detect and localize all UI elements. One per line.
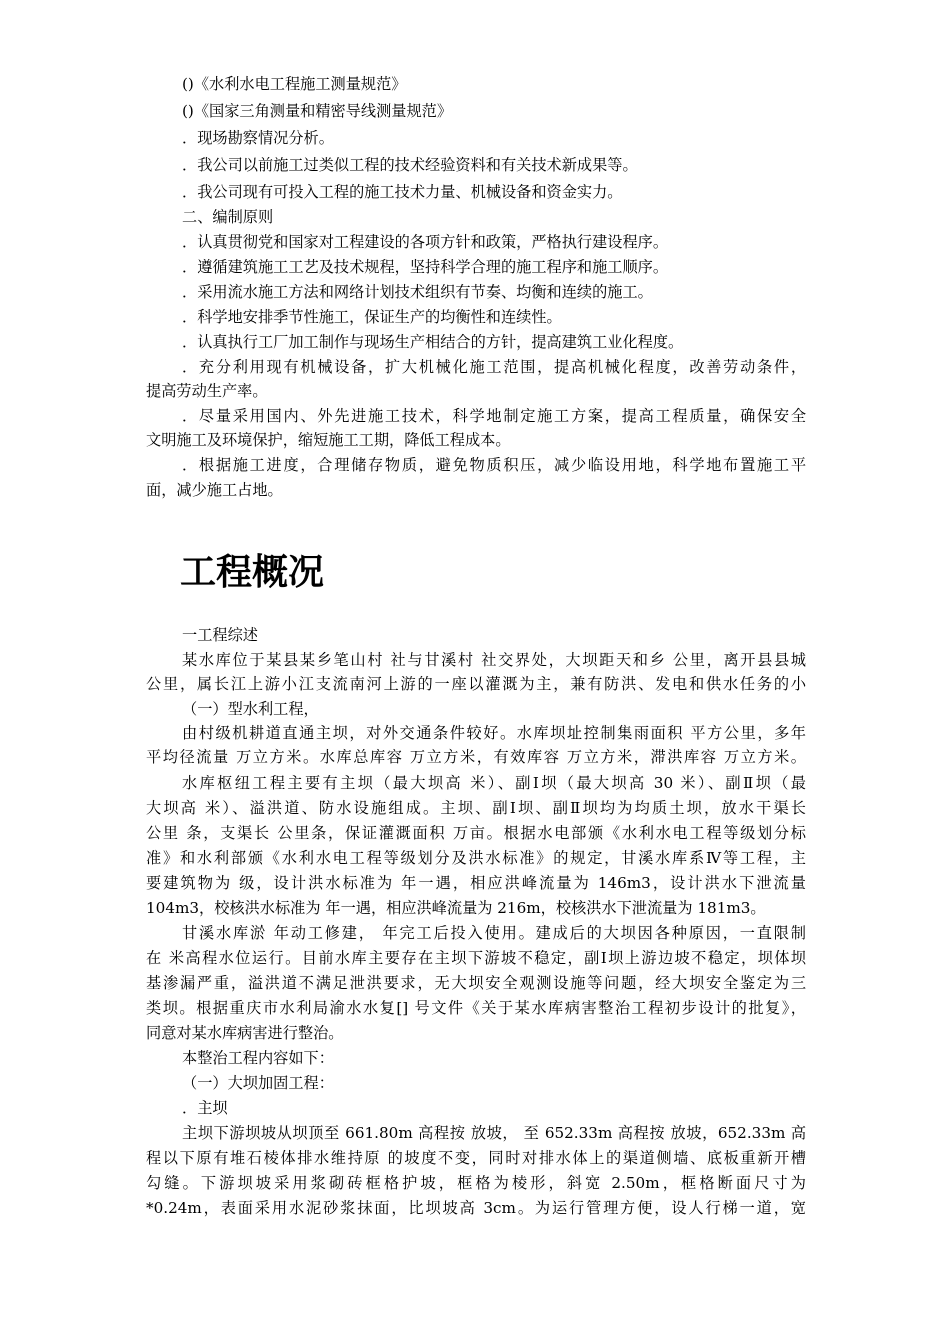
paragraph-line: 甘溪水库淤 年动工修建， 年完工后投入使用。建成后的大坝因各种原因，一直限制 xyxy=(182,924,806,942)
section-subheading: 一工程综述 xyxy=(182,626,258,644)
paragraph-line: 由村级机耕道直通主坝，对外交通条件较好。水库坝址控制集雨面积 平方公里，多年 xyxy=(182,724,806,742)
paragraph-line: ()《水利水电工程施工测量规范》 xyxy=(182,75,407,93)
paragraph-line: 在 米高程水位运行。目前水库主要存在主坝下游坡不稳定，副Ⅰ坝上游边坡不稳定，坝体坝 xyxy=(146,949,806,967)
paragraph-line: ．现场勘察情况分析。 xyxy=(182,129,334,147)
paragraph-line: *0.24m，表面采用水泥砂浆抹面，比坝坡高 3cm。为运行管理方便，设人行梯一道，宽 xyxy=(146,1199,806,1217)
paragraph-line: ．认真执行工厂加工制作与现场生产相结合的方针，提高建筑工业化程度。 xyxy=(182,333,684,351)
paragraph-line: 某水库位于某县某乡笔山村 社与甘溪村 社交界处，大坝距天和乡 公里，离开县县城 xyxy=(182,651,806,669)
paragraph-line: 要建筑物为 级，设计洪水标准为 年一遇，相应洪峰流量为 146m3，设计洪水下泄流量 xyxy=(146,874,806,892)
paragraph-line: （一）型水利工程， xyxy=(182,700,319,718)
paragraph-line: 基渗漏严重，溢洪道不满足泄洪要求，无大坝安全观测设施等问题，经大坝安全鉴定为三 xyxy=(146,974,806,992)
paragraph-line: 提高劳动生产率。 xyxy=(146,382,268,400)
page-heading: 工程概况 xyxy=(180,552,325,593)
paragraph-line: ()《国家三角测量和精密导线测量规范》 xyxy=(182,102,453,120)
paragraph-line: ．我公司以前施工过类似工程的技术经验资料和有关技术新成果等。 xyxy=(182,156,638,174)
paragraph-line: 大坝高 米）、溢洪道、防水设施组成。主坝、副Ⅰ坝、副Ⅱ坝均为均质土坝，放水干渠长 xyxy=(146,799,806,817)
paragraph-line: ．认真贯彻党和国家对工程建设的各项方针和政策，严格执行建设程序。 xyxy=(182,233,668,251)
paragraph-line: 公里 条，支渠长 公里条，保证灌溉面积 万亩。根据水电部颁《水利水电工程等级划分标 xyxy=(146,824,806,842)
paragraph-line: ．采用流水施工方法和网络计划技术组织有节奏、均衡和连续的施工。 xyxy=(182,283,653,301)
paragraph-line: 面，减少施工占地。 xyxy=(146,481,283,499)
paragraph-line: ．科学地安排季节性施工，保证生产的均衡性和连续性。 xyxy=(182,308,562,326)
paragraph-line: 准》和水利部颁《水利水电工程等级划分及洪水标准》的规定，甘溪水库系Ⅳ等工程，主 xyxy=(146,849,806,867)
paragraph-line: 勾缝。下游坝坡采用浆砌砖框格护坡，框格为棱形，斜宽 2.50m，框格断面尺寸为 xyxy=(146,1174,806,1192)
section-subheading: （一）大坝加固工程： xyxy=(182,1074,334,1092)
paragraph-line: 本整治工程内容如下： xyxy=(182,1049,334,1067)
paragraph-line: 公里，属长江上游小江支流南河上游的一座以灌溉为主，兼有防洪、发电和供水任务的小 xyxy=(146,675,806,693)
section-subheading: ．主坝 xyxy=(182,1099,228,1117)
paragraph-line: ．遵循建筑施工工艺及技术规程，坚持科学合理的施工程序和施工顺序。 xyxy=(182,258,668,276)
section-subheading: 二、编制原则 xyxy=(182,208,274,226)
paragraph-line: 104m3，校核洪水标准为 年一遇，相应洪峰流量为 216m，校核洪水下泄流量为 181m3。 xyxy=(146,899,766,917)
paragraph-line: 程以下原有堆石棱体排水维持原 的坡度不变，同时对排水体上的渠道侧墙、底板重新开槽 xyxy=(146,1149,806,1167)
paragraph-line: 类坝。根据重庆市水利局渝水水复[] 号文件《关于某水库病害整治工程初步设计的批复》， xyxy=(146,999,806,1017)
paragraph-line: 平均径流量 万立方米。水库总库容 万立方米，有效库容 万立方米，滞洪库容 万立方米。 xyxy=(146,748,806,766)
paragraph-line: ．充分利用现有机械设备，扩大机械化施工范围，提高机械化程度，改善劳动条件， xyxy=(182,358,806,376)
paragraph-line: 同意对某水库病害进行整治。 xyxy=(146,1024,344,1042)
paragraph-line: 水库枢纽工程主要有主坝（最大坝高 米）、副Ⅰ坝（最大坝高 30 米）、副Ⅱ坝（最 xyxy=(182,774,806,792)
paragraph-line: 文明施工及环境保护，缩短施工工期，降低工程成本。 xyxy=(146,431,511,449)
paragraph-line: 主坝下游坝坡从坝顶至 661.80m 高程按 放坡， 至 652.33m 高程按 放坡，652.33m 高 xyxy=(182,1124,806,1142)
paragraph-line: ．根据施工进度，合理储存物质，避免物质积压，减少临设用地，科学地布置施工平 xyxy=(182,456,806,474)
paragraph-line: ．尽量采用国内、外先进施工技术，科学地制定施工方案，提高工程质量，确保安全 xyxy=(182,407,806,425)
paragraph-line: ．我公司现有可投入工程的施工技术力量、机械设备和资金实力。 xyxy=(182,183,623,201)
